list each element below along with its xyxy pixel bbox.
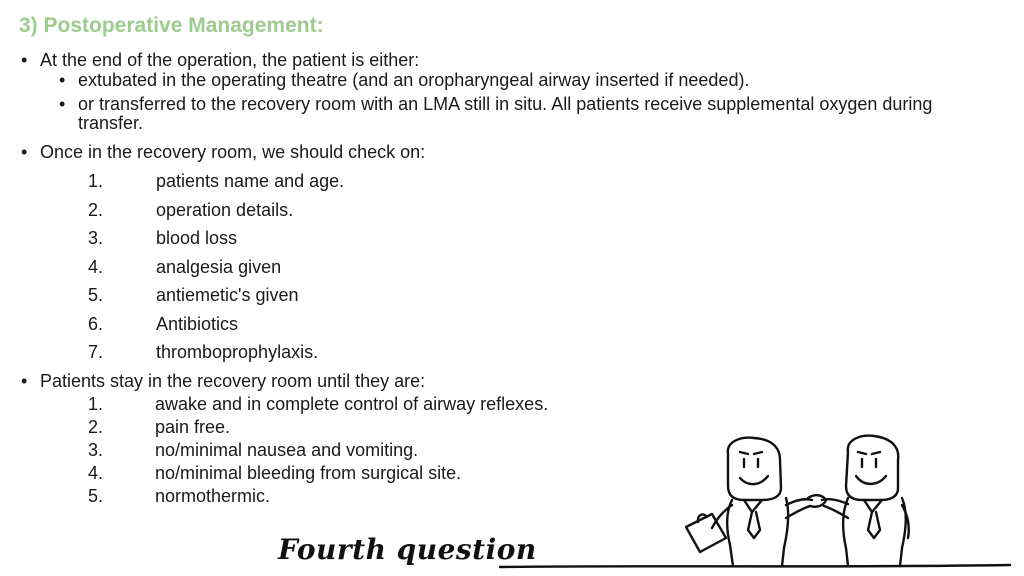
right-person-body xyxy=(843,498,848,566)
list-item: awake and in complete control of airway reflexes. xyxy=(155,394,549,414)
signature-underline xyxy=(500,565,1010,567)
bullet-dot: • xyxy=(59,70,66,90)
list-item: antiemetic's given xyxy=(156,285,299,305)
bullet-dot: • xyxy=(21,371,28,391)
bullet-dot: • xyxy=(59,94,66,114)
list-item: thromboprophylaxis. xyxy=(156,342,319,362)
list-number: 5. xyxy=(88,486,104,506)
list-number: 4. xyxy=(88,257,104,277)
list-item: pain free. xyxy=(155,417,231,437)
list-item: no/minimal nausea and vomiting. xyxy=(155,440,419,460)
list-item: Antibiotics xyxy=(156,314,239,334)
briefcase xyxy=(686,514,726,552)
left-person-head xyxy=(728,438,781,500)
sub-bullet-text: or transferred to the recovery room with an LMA still in situ. All patients receive supplemental oxygen during transfer. xyxy=(78,94,933,133)
bullet-dot: • xyxy=(21,142,28,162)
bullet-text: Patients stay in the recovery room until they are: xyxy=(40,371,426,391)
right-person-head xyxy=(846,436,898,500)
list-number: 7. xyxy=(88,342,104,362)
list-number: 4. xyxy=(88,463,104,483)
list-item: patients name and age. xyxy=(156,171,345,191)
list-number: 2. xyxy=(88,417,104,437)
bullet-text: At the end of the operation, the patient is either: xyxy=(40,50,420,70)
list-item: analgesia given xyxy=(156,257,282,277)
list-item: no/minimal bleeding from surgical site. xyxy=(155,463,462,483)
left-person-body xyxy=(727,500,733,566)
list-number: 1. xyxy=(88,171,104,191)
list-number: 6. xyxy=(88,314,104,334)
list-number: 3. xyxy=(88,440,104,460)
list-item: operation details. xyxy=(156,200,294,220)
list-number: 3. xyxy=(88,228,104,248)
bullet-dot: • xyxy=(21,50,28,70)
slide-title: 3) Postoperative Management: xyxy=(19,14,324,37)
bullet-text: Once in the recovery room, we should check on: xyxy=(40,142,426,162)
handshake-hands xyxy=(808,495,826,507)
signature-text: Fourth question xyxy=(278,533,537,566)
list-number: 1. xyxy=(88,394,104,414)
list-number: 2. xyxy=(88,200,104,220)
list-item: blood loss xyxy=(156,228,238,248)
sub-bullet-text: extubated in the operating theatre (and an oropharyngeal airway inserted if needed). xyxy=(78,70,750,90)
list-number: 5. xyxy=(88,285,104,305)
list-item: normothermic. xyxy=(155,486,271,506)
